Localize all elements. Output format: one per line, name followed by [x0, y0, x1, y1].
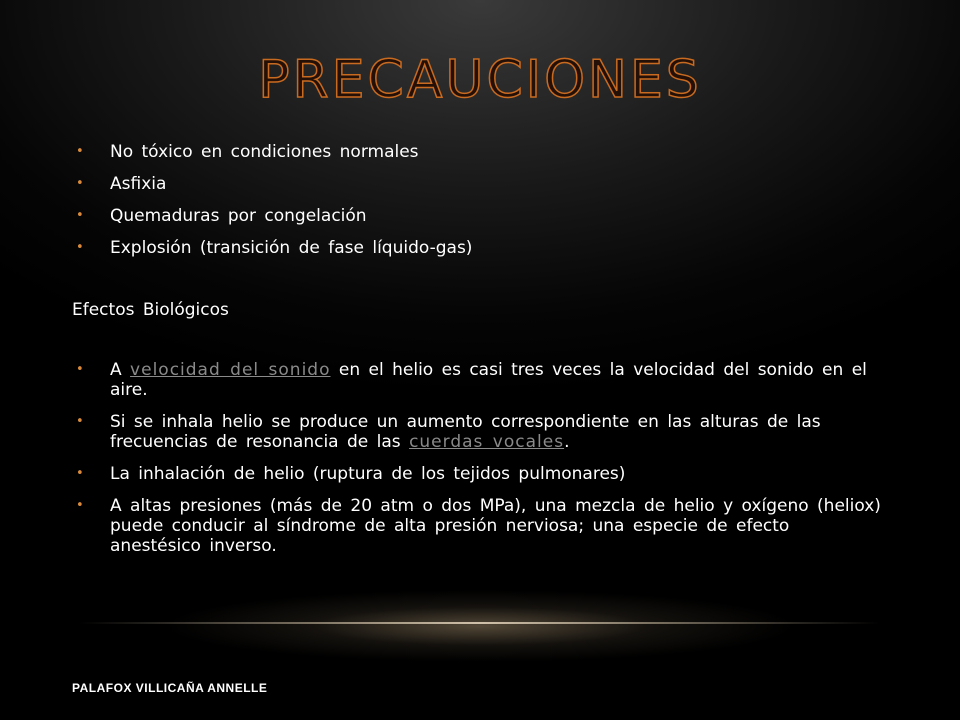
slide-title-text: PRECAUCIONES — [258, 50, 702, 110]
list-item — [72, 174, 882, 194]
list-item-text: A altas presiones (más de 20 atm o dos MPa), una mezcla de helio y oxígeno (heliox) puede conducir al síndrome de alta presión nerviosa; una especie de efecto anestésico inverso. — [110, 496, 881, 556]
list-item — [72, 206, 882, 226]
list-item-text: en el helio es casi tres veces la velocidad del sonido en el aire. — [110, 360, 867, 400]
list-item-text: Explosión (transición de fase líquido-gas) — [110, 238, 473, 258]
speed-of-sound-link[interactable]: velocidad del sonido — [130, 360, 331, 380]
bullet-icon: • — [76, 144, 84, 159]
list-item — [72, 464, 882, 484]
list-item-text: A — [110, 360, 131, 380]
bottom-glow — [60, 560, 900, 680]
bullet-icon: • — [76, 414, 84, 429]
list-item — [72, 142, 882, 162]
slide-title — [0, 50, 960, 110]
list-item — [72, 238, 882, 258]
precautions-list — [72, 142, 882, 258]
bullet-icon: • — [76, 208, 84, 223]
list-item — [72, 412, 882, 452]
list-item — [72, 360, 882, 400]
biological-effects-list — [72, 360, 882, 556]
bullet-icon: • — [76, 176, 84, 191]
list-item-text: Quemaduras por congelación — [110, 206, 367, 226]
list-item-text: Si se inhala helio se produce un aumento correspondiente en las alturas de las frecuencias de resonancia de las — [110, 412, 821, 452]
list-item-text: No tóxico en condiciones normales — [110, 142, 419, 162]
bullet-icon: • — [76, 466, 84, 481]
section-heading: Efectos Biológicos — [72, 300, 229, 320]
list-item-text: . — [564, 432, 570, 452]
slide-content — [72, 142, 882, 568]
bullet-icon: • — [76, 498, 84, 513]
bullet-icon: • — [76, 362, 84, 377]
vocal-cords-link[interactable]: cuerdas vocales — [409, 432, 565, 452]
list-item — [72, 496, 882, 556]
list-item-text: Asfixia — [110, 174, 167, 194]
author-footer: PALAFOX VILLICAÑA ANNELLE — [72, 681, 268, 695]
list-item-text: La inhalación de helio (ruptura de los tejidos pulmonares) — [110, 464, 626, 484]
glow-divider — [80, 622, 880, 624]
bullet-icon: • — [76, 240, 84, 255]
